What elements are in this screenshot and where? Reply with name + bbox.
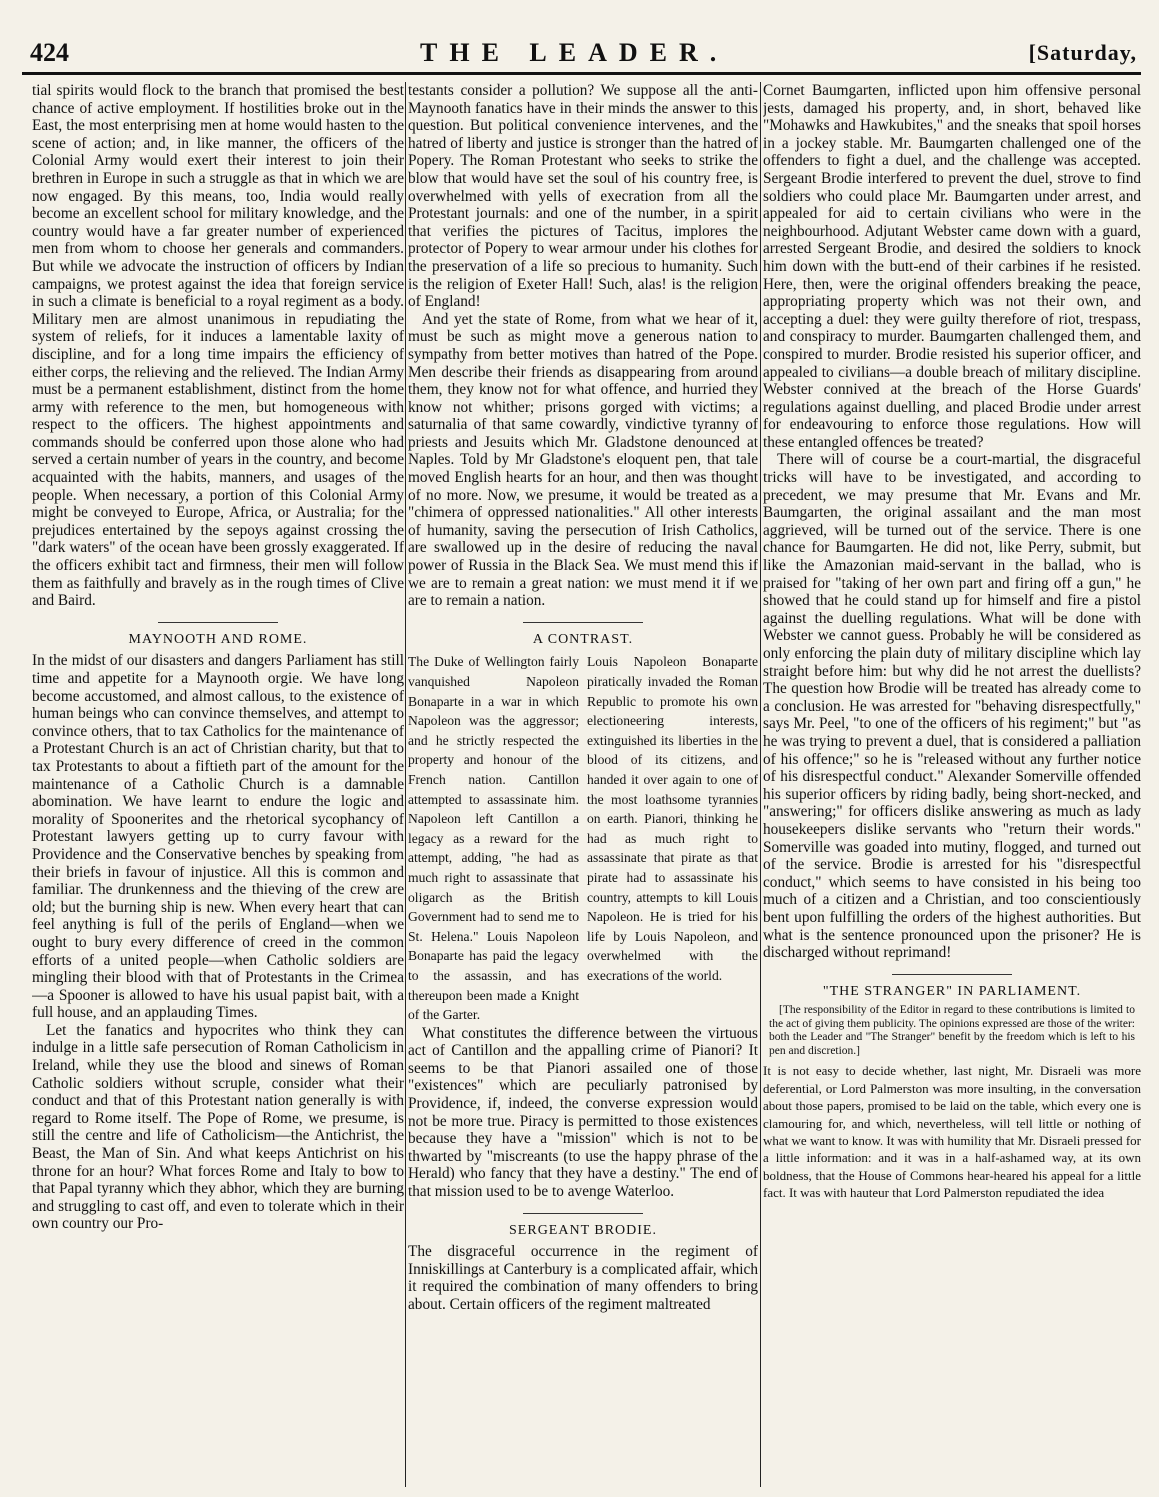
section-heading-stranger: "THE STRANGER" IN PARLIAMENT. xyxy=(822,983,1082,999)
column-divider xyxy=(405,82,406,1487)
section-rule xyxy=(523,622,643,623)
article-paragraph: It is not easy to decide whether, last night, Mr. Disraeli was more deferential, or Lord Palmerston was more insulting, in the conversation about those papers, promised to be laid on the table, which every one is clamouring for, and which, nevertheless, will tell little or nothing of what we want to know. It was with humility that Mr. Disraeli pressed for a little information: and it was in a half-ashamed way, at its own boldness, that the House of Commons hear-heared his appeal for a little fact. It was with hauteur that Lord Palmerston repudiated the idea xyxy=(763,1063,1141,1201)
section-heading-maynooth: MAYNOOTH AND ROME. xyxy=(128,631,308,647)
article-paragraph: tial spirits would flock to the branch that promised the best chance of active employment. If hostilities broke out in the East, the most enterprising men at home would hasten to the scene of action; and, in like manner, the officers of the Colonial Army would exert their interest to join their brethren in Europe in such a struggle as that in which we are now engaged. By this means, too, India would really become an excellent school for military knowledge, and the country would have a far greater number of experienced men from whom to choose her generals and commanders. But while we advocate the instruction of officers by Indian campaigns, we protest against the idea that foreign service in such a climate is beneficial to a royal regiment as a body. Military men are almost unanimous in repudiating the system of reliefs, for it induces a lamentable laxity of discipline, and for a long time impairs the efficiency of either corps, the relieving and the relieved. The Indian Army must be a permanent establishment, distinct from the home army with reference to the men, but homogeneous with respect to the officers. The highest appointments and commands should be conferred upon those alone who had served a certain number of years in the country, and become acquainted with the habits, manners, and usages of the people. When necessary, a portion of this Colonial Army might be conveyed to Europe, Africa, or Australia; for the prejudices entertained by the sepoys against crossing the "dark waters" of the ocean have been grossly exaggerated. If the officers exhibit tact and firmness, their men will follow them as faithfully and bravely as in the rough times of Clive and Baird. xyxy=(32,82,404,610)
contrast-right: Louis Napoleon Bonaparte piratically invaded the Roman Republic to promote his own electioneering interests, extinguished its liberties in the blood of its citizens, and handed it over again to one of the most loathsome tyrannies on earth. Pianori, thinking he had as much right to assassinate that pirate as that pirate had to assassinate his country, attempts to kill Louis Napoleon. He is tried for his life by Louis Napoleon, and overwhelmed with the execrations of the world. xyxy=(587,654,758,983)
masthead: THE LEADER. xyxy=(420,38,729,67)
page-number: 424 xyxy=(30,38,69,67)
article-paragraph: And yet the state of Rome, from what we hear of it, must be such as might move a generous nation to sympathy from better motives than hatred of the Pope. Men describe their friends as disappearing from around them, they know not for what offence, and hurried they know not whither; prisons gorged with victims; a saturnalia of that same cowardly, vindictive tyranny of priests and Jesuits which Mr. Gladstone denounced at Naples. Told by Mr Gladstone's eloquent pen, that tale moved English hearts for an hour, and then was thought of no more. Now, we presume, it would be treated as a "chimera of oppressed nationalities." All other interests of humanity, saving the persecution of Irish Catholics, are swallowed up in the desire of reducing the naval power of Russia in the Black Sea. We must mend this if we are to remain a great nation: we must mend it if we are to remain a nation. xyxy=(408,310,758,610)
column-1 xyxy=(32,82,404,1487)
column-3 xyxy=(763,82,1141,1487)
contrast-left: The Duke of Wellington fairly vanquished Napoleon Bonaparte in a war in which Napoleon was the aggressor; and he strictly respected the property and honour of the French nation. Cantillon attempted to assassinate him. Napoleon left Cantillon a legacy as a reward for the attempt, adding, "he had as much right to assassinate that oligarch as the British Government had to send me to St. Helena." Louis Napoleon Bonaparte has paid the legacy to the assassin, and has thereupon been made a Knight of the Garter. xyxy=(408,654,579,1023)
article-paragraph: testants consider a pollution? We suppose all the anti-Maynooth fanatics have in their minds the answer to this question. But political convenience intervenes, and the hatred of liberty and justice is stronger than the hatred of Popery. The Roman Protestant who seeks to strike the blow that would have set the soul of his country free, is overwhelmed with yells of execration from all the Protestant journals: and one of the number, in a spirit that verifies the pictures of Tacitus, implores the protector of Popery to wear armour under his clothes for the preservation of a life so precious to humanity. Such is the religion of Exeter Hall! Such, alas! is the religion of England! xyxy=(408,82,758,311)
article-paragraph: Cornet Baumgarten, inflicted upon him offensive personal jests, damaged his property, and, in short, behaved like "Mohawks and Hawkubites," and the sneaks that spoil horses in a jockey stable. Mr. Baumgarten challenged one of the offenders to fight a duel, and the challenge was accepted. Sergeant Brodie interfered to prevent the duel, strove to find soldiers who could place Mr. Baumgarten under arrest, and appealed for aid to certain civilians who were in the neighbourhood. Adjutant Webster came down with a guard, arrested Sergeant Brodie, and desired the soldiers to knock him down with the butt-end of their carbines if he resisted. Here, then, were the original offenders breaking the peace, appropriating property which was not their own, and accepting a duel: they were guilty therefore of riot, trespass, and conspiracy to murder. Baumgarten challenged them, and conspired to murder. Brodie resisted his superior officer, and appealed to civilians—a double breach of military discipline. Webster connived at the breach of the Horse Guards' regulations against duelling, and placed Brodie under arrest for endeavouring to enforce those regulations. How will these entangled offences be treated? xyxy=(763,82,1141,451)
article-paragraph: The disgraceful occurrence in the regiment of Inniskillings at Canterbury is a complicated affair, which it required the combination of many offenders to bring about. Certain officers of the regiment maltreated xyxy=(408,1243,758,1313)
column-divider xyxy=(760,82,761,1487)
section-rule xyxy=(523,1213,643,1214)
article-paragraph: Let the fanatics and hypocrites who think they can indulge in a little safe persecution of Roman Catholicism in Ireland, while they use the blood and sinews of Roman Catholic soldiers without scruple, consider what their conduct and that of this Protestant nation generally is with regard to Rome itself. The Pope of Rome, we presume, is still the centre and life of Catholicism—the Antichrist, the Beast, the Man of Sin. And what keeps Antichrist on his throne for an hour? What forces Rome and Italy to bow to that Papal tyranny which they abhor, which they are burning and struggling to cast off, and even to tolerate which in their own country our Pro- xyxy=(32,1021,404,1233)
editor-note: [The responsibility of the Editor in regard to these contributions is limited to the act of giving them publicity. The opinions expressed are those of the writer: both the Leader and "The Stranger" benefit by the freedom which is left to his pen and discretion.] xyxy=(769,1004,1135,1057)
contrast-columns xyxy=(408,652,758,1024)
section-rule xyxy=(158,622,278,623)
dateline: [Saturday, xyxy=(1028,40,1137,65)
section-heading-brodie: SERGEANT BRODIE. xyxy=(509,1222,657,1238)
section-rule xyxy=(892,974,1012,975)
article-paragraph: In the midst of our disasters and dangers Parliament has still time and appetite for a Maynooth orgie. We have long become accustomed, and almost callous, to the existence of human beings who can convince themselves, and attempt to convince others, that to tax Catholics for the maintenance of a Protestant Church is an act of Christian charity, but that to tax Protestants to about a fiftieth part of the amount for the maintenance of a Catholic Church is a damnable abomination. We have learnt to endure the logic and morality of Spoonerites and the rhetorical sycophancy of Protestant lawyers getting up to curry favour with Providence and the Conservative benches by speaking from their briefs in favour of injustice. All this is common and familiar. The drunkenness and the thieving of the crew are old; but the burning ship is new. When every heart that can feel anything is full of the perils of England—when we ought to bury every difference of creed in the common efforts of a united people—when Catholic soldiers are mingling their blood with that of Protestants in the Crimea—a Spooner is allowed to have his usual papist bait, with a full house, and an applauding Times. xyxy=(32,652,404,1022)
page-header xyxy=(0,0,1159,78)
article-paragraph: There will of course be a court-martial, the disgraceful tricks will have to be investigated, and according to precedent, we may presume that Mr. Evans and Mr. Baumgarten, the original assailant and the man most aggrieved, will be turned out of the service. There is one chance for Baumgarten. He did not, like Perry, submit, but like the Amazonian maid-servant in the ballad, who is praised for "taking of her own part and firing off a gun," he showed that he could stand up for himself and fire a pistol against the duelling regulations. What will be done with Webster we cannot guess. Probably he will be considered as only enforcing the plain duty of military discipline which lay straight before him: but why did he not arrest the duellists? The question how Brodie will be treated has already come to a conclusion. He was arrested for "behaving disrespectfully," says Mr. Peel, "to one of the officers of his regiment;" but "as he was trying to prevent a duel, that is considered a palliation of his offence;" so he is "released without any further notice of his disrespectful conduct." Alexander Somerville offended his superior officers by riding badly, being short-necked, and "answering;" for officers dislike answering as much as lady housekeepers dislike servants who "return their words." Somerville was goaded into mutiny, flogged, and turned out of the service. Brodie is arrested for his "disrespectful conduct," which seems to have consisted in his being too much of a citizen and a Christian, and too conscientiously bent upon fulfilling the orders of the highest authorities. But what is the sentence pronounced upon the prisoner? He is discharged without reprimand! xyxy=(763,451,1141,962)
article-paragraph: What constitutes the difference between the virtuous act of Cantillon and the appalling crime of Pianori? It seems to be that Pianori assailed one of those "existences" which are peculiarly patronised by Providence, if, indeed, the converse expression would not be more true. Piracy is permitted to those existences because they have a "mission" which is not to be thwarted by "miscreants (to use the happy phrase of the Herald) who fancy that they have a destiny." The end of that mission used to be to avenge Waterloo. xyxy=(408,1024,758,1201)
header-rule xyxy=(22,72,1141,75)
column-2 xyxy=(408,82,758,1487)
section-heading-contrast: A CONTRAST. xyxy=(532,631,634,647)
